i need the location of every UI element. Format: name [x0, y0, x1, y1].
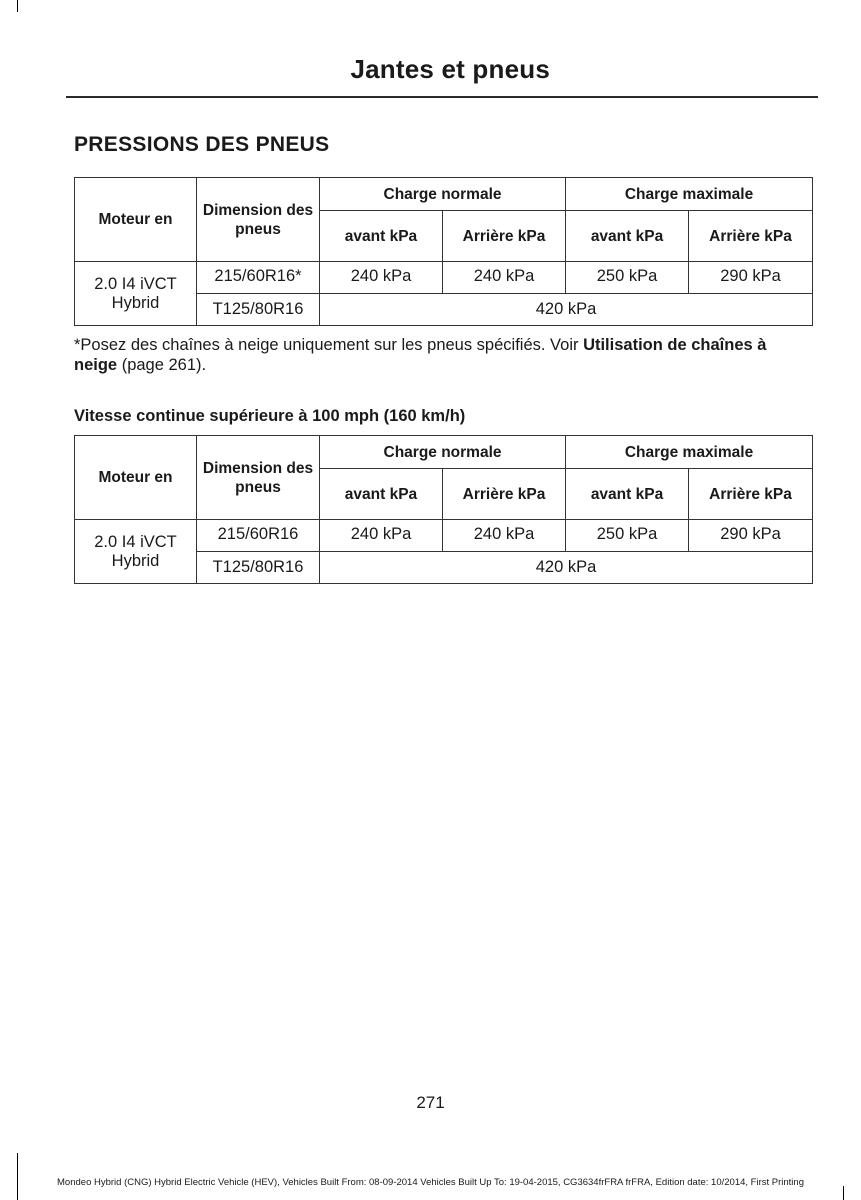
normal-rear-cell: 240 kPa [443, 520, 566, 552]
header-normal-load: Charge normale [320, 436, 566, 469]
engine-cell: 2.0 I4 iVCT Hybrid [75, 520, 197, 584]
table-row [75, 262, 813, 294]
max-rear-cell: 290 kPa [689, 262, 813, 294]
header-max-load: Charge maximale [566, 436, 813, 469]
footnote-link[interactable]: Utilisation de chaînes à neige [74, 336, 767, 374]
max-rear-cell: 290 kPa [689, 520, 813, 552]
footnote [74, 335, 814, 375]
header-normal-front: avant kPa [320, 211, 443, 262]
high-speed-subheading: Vitesse continue supérieure à 100 mph (160 km/h) [74, 407, 466, 425]
header-max-front: avant kPa [566, 211, 689, 262]
normal-front-cell: 240 kPa [320, 262, 443, 294]
page-footer: Mondeo Hybrid (CNG) Hybrid Electric Vehicle (HEV), Vehicles Built From: 08-09-2014 Vehicles Built Up To: 19-04-2015, CG3634frFRA frFRA, Edition date: 10/2014, First Printing [57, 1177, 804, 1188]
dimension-cell: T125/80R16 [197, 294, 320, 326]
header-normal-front: avant kPa [320, 469, 443, 520]
header-normal-load: Charge normale [320, 178, 566, 211]
table-row [75, 520, 813, 552]
dimension-cell: 215/60R16 [197, 520, 320, 552]
engine-cell: 2.0 I4 iVCT Hybrid [75, 262, 197, 326]
normal-front-cell: 240 kPa [320, 520, 443, 552]
header-max-rear: Arrière kPa [689, 211, 813, 262]
section-title: PRESSIONS DES PNEUS [74, 133, 330, 156]
footnote-text: *Posez des chaînes à neige uniquement sur les pneus spécifiés. Voir [74, 336, 584, 354]
header-dimension: Dimension des pneus [197, 436, 320, 520]
tire-pressure-table [74, 177, 813, 326]
header-engine: Moteur en [75, 178, 197, 262]
header-dimension: Dimension des pneus [197, 178, 320, 262]
normal-rear-cell: 240 kPa [443, 262, 566, 294]
header-engine: Moteur en [75, 436, 197, 520]
page-number: 271 [416, 1093, 445, 1112]
max-front-cell: 250 kPa [566, 262, 689, 294]
crop-mark-bottom-right [843, 1186, 844, 1200]
spare-pressure-cell: 420 kPa [320, 552, 813, 584]
high-speed-tire-pressure-table [74, 435, 813, 584]
header-max-front: avant kPa [566, 469, 689, 520]
dimension-cell: 215/60R16* [197, 262, 320, 294]
max-front-cell: 250 kPa [566, 520, 689, 552]
header-normal-rear: Arrière kPa [443, 469, 566, 520]
dimension-cell: T125/80R16 [197, 552, 320, 584]
footnote-page-ref: (page 261). [117, 356, 207, 374]
header-divider [66, 96, 818, 98]
page-header-title: Jantes et pneus [350, 54, 550, 84]
header-max-load: Charge maximale [566, 178, 813, 211]
header-normal-rear: Arrière kPa [443, 211, 566, 262]
crop-mark-top-left [17, 0, 18, 12]
spare-pressure-cell: 420 kPa [320, 294, 813, 326]
header-max-rear: Arrière kPa [689, 469, 813, 520]
